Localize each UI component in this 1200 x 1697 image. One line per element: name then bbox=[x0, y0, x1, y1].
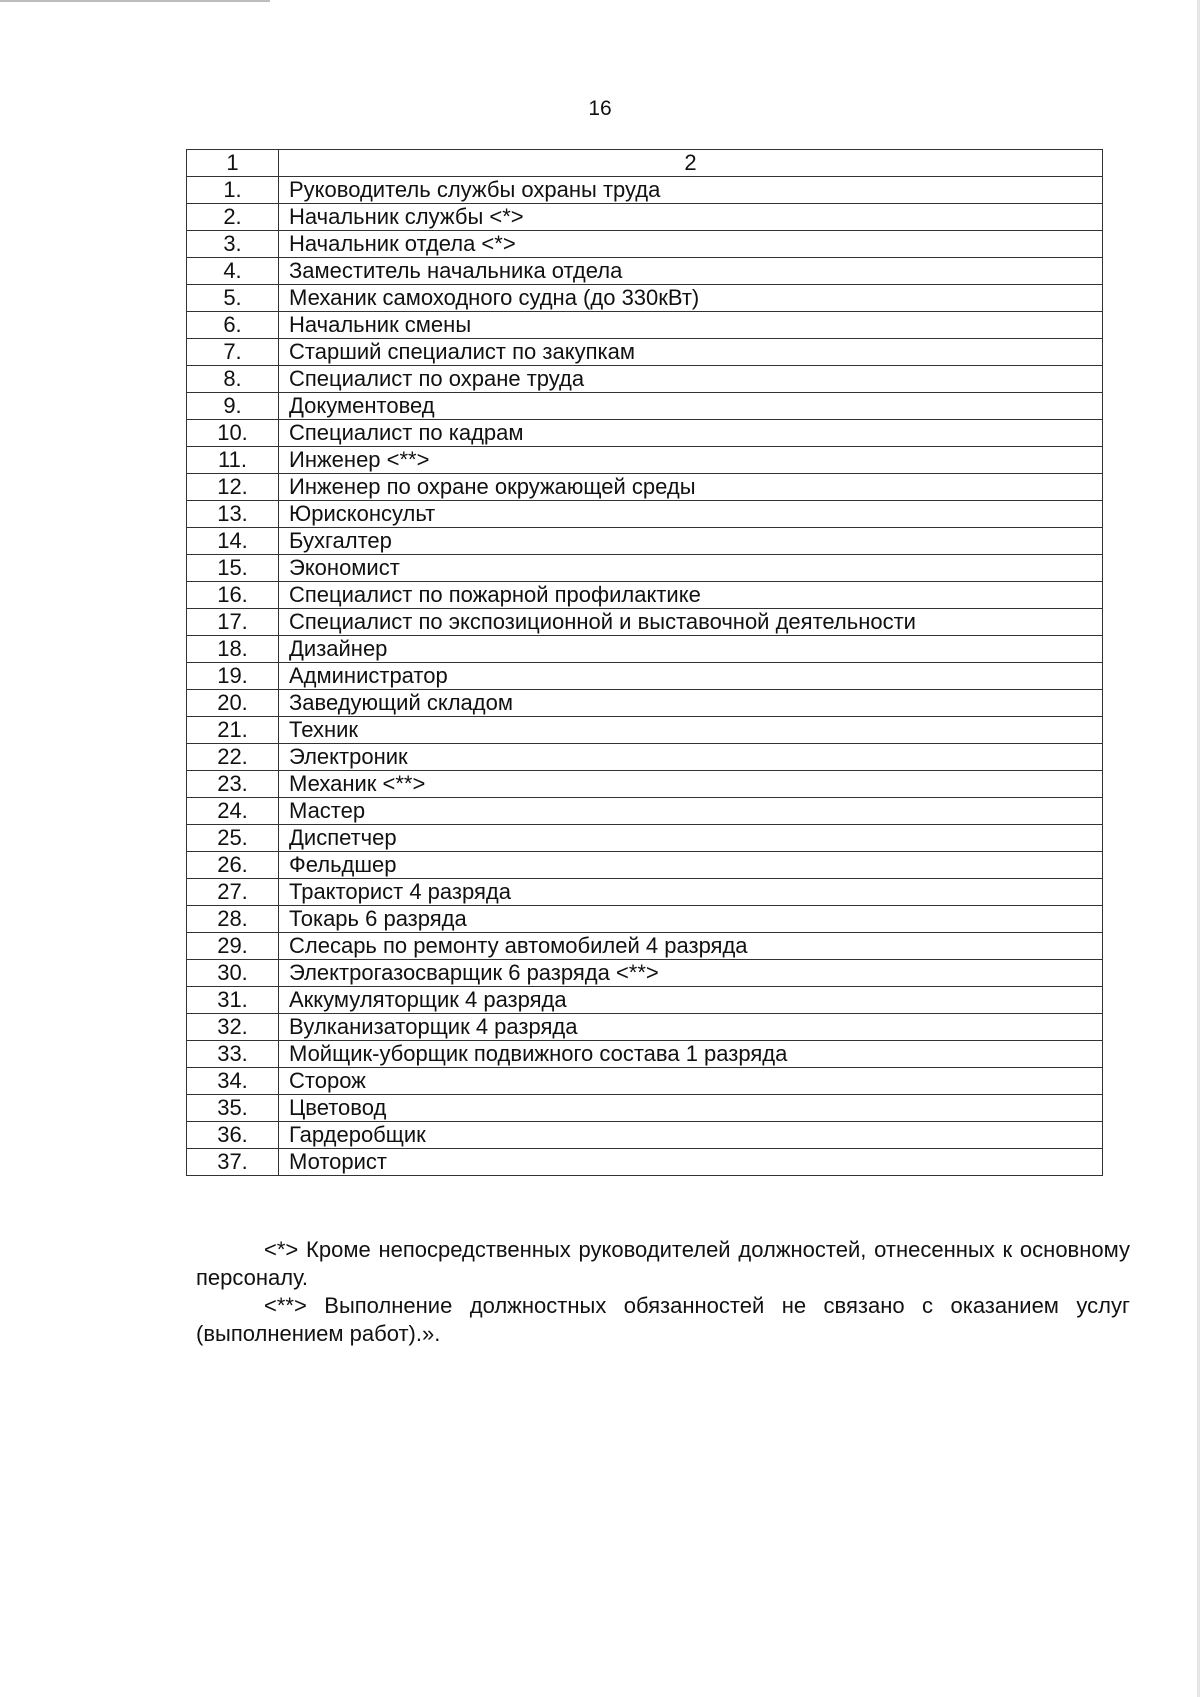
table-row bbox=[187, 1014, 1103, 1041]
position-name-cell: Гардеробщик bbox=[279, 1122, 1103, 1149]
row-number-cell: 1. bbox=[187, 177, 279, 204]
position-name-cell: Сторож bbox=[279, 1068, 1103, 1095]
position-name-cell: Мойщик-уборщик подвижного состава 1 разряда bbox=[279, 1041, 1103, 1068]
table-row bbox=[187, 609, 1103, 636]
row-number-cell: 10. bbox=[187, 420, 279, 447]
position-name-cell: Специалист по пожарной профилактике bbox=[279, 582, 1103, 609]
row-number-cell: 25. bbox=[187, 825, 279, 852]
row-number-cell: 22. bbox=[187, 744, 279, 771]
header-cell-number: 1 bbox=[187, 150, 279, 177]
position-name-cell: Вулканизаторщик 4 разряда bbox=[279, 1014, 1103, 1041]
table-row bbox=[187, 852, 1103, 879]
table-row bbox=[187, 204, 1103, 231]
position-name-cell: Юрисконсульт bbox=[279, 501, 1103, 528]
positions-table bbox=[186, 149, 1103, 1176]
position-name-cell: Инженер <**> bbox=[279, 447, 1103, 474]
table-row bbox=[187, 420, 1103, 447]
positions-table-body bbox=[187, 150, 1103, 1176]
row-number-cell: 33. bbox=[187, 1041, 279, 1068]
row-number-cell: 2. bbox=[187, 204, 279, 231]
table-row bbox=[187, 825, 1103, 852]
position-name-cell: Специалист по экспозиционной и выставочной деятельности bbox=[279, 609, 1103, 636]
table-row bbox=[187, 1041, 1103, 1068]
table-row bbox=[187, 1149, 1103, 1176]
row-number-cell: 24. bbox=[187, 798, 279, 825]
row-number-cell: 3. bbox=[187, 231, 279, 258]
scan-edge-top bbox=[0, 0, 270, 2]
table-row bbox=[187, 690, 1103, 717]
footnotes bbox=[196, 1236, 1130, 1348]
row-number-cell: 9. bbox=[187, 393, 279, 420]
header-cell-position: 2 bbox=[279, 150, 1103, 177]
table-row bbox=[187, 447, 1103, 474]
row-number-cell: 8. bbox=[187, 366, 279, 393]
position-name-cell: Специалист по охране труда bbox=[279, 366, 1103, 393]
row-number-cell: 19. bbox=[187, 663, 279, 690]
row-number-cell: 15. bbox=[187, 555, 279, 582]
table-row bbox=[187, 366, 1103, 393]
table-header-row bbox=[187, 150, 1103, 177]
table-row bbox=[187, 1095, 1103, 1122]
table-row bbox=[187, 1122, 1103, 1149]
table-row bbox=[187, 258, 1103, 285]
position-name-cell: Мастер bbox=[279, 798, 1103, 825]
table-row bbox=[187, 312, 1103, 339]
row-number-cell: 16. bbox=[187, 582, 279, 609]
position-name-cell: Фельдшер bbox=[279, 852, 1103, 879]
table-row bbox=[187, 933, 1103, 960]
table-row bbox=[187, 987, 1103, 1014]
row-number-cell: 35. bbox=[187, 1095, 279, 1122]
table-row bbox=[187, 771, 1103, 798]
page-number: 16 bbox=[588, 97, 612, 120]
table-row bbox=[187, 501, 1103, 528]
position-name-cell: Инженер по охране окружающей среды bbox=[279, 474, 1103, 501]
position-name-cell: Специалист по кадрам bbox=[279, 420, 1103, 447]
row-number-cell: 26. bbox=[187, 852, 279, 879]
row-number-cell: 11. bbox=[187, 447, 279, 474]
position-name-cell: Тракторист 4 разряда bbox=[279, 879, 1103, 906]
table-row bbox=[187, 555, 1103, 582]
row-number-cell: 7. bbox=[187, 339, 279, 366]
footnote-double-asterisk: <**> Выполнение должностных обязанностей не связано с оказанием услуг (выполнением работ).». bbox=[196, 1293, 1130, 1346]
row-number-cell: 6. bbox=[187, 312, 279, 339]
position-name-cell: Дизайнер bbox=[279, 636, 1103, 663]
table-row bbox=[187, 960, 1103, 987]
table-row bbox=[187, 798, 1103, 825]
row-number-cell: 5. bbox=[187, 285, 279, 312]
position-name-cell: Техник bbox=[279, 717, 1103, 744]
row-number-cell: 28. bbox=[187, 906, 279, 933]
position-name-cell: Аккумуляторщик 4 разряда bbox=[279, 987, 1103, 1014]
row-number-cell: 12. bbox=[187, 474, 279, 501]
position-name-cell: Механик <**> bbox=[279, 771, 1103, 798]
position-name-cell: Электроник bbox=[279, 744, 1103, 771]
position-name-cell: Заведующий складом bbox=[279, 690, 1103, 717]
table-row bbox=[187, 393, 1103, 420]
row-number-cell: 32. bbox=[187, 1014, 279, 1041]
table-row bbox=[187, 285, 1103, 312]
position-name-cell: Электрогазосварщик 6 разряда <**> bbox=[279, 960, 1103, 987]
row-number-cell: 4. bbox=[187, 258, 279, 285]
position-name-cell: Диспетчер bbox=[279, 825, 1103, 852]
position-name-cell: Токарь 6 разряда bbox=[279, 906, 1103, 933]
table-row bbox=[187, 717, 1103, 744]
row-number-cell: 14. bbox=[187, 528, 279, 555]
row-number-cell: 34. bbox=[187, 1068, 279, 1095]
position-name-cell: Цветовод bbox=[279, 1095, 1103, 1122]
row-number-cell: 18. bbox=[187, 636, 279, 663]
table-row bbox=[187, 231, 1103, 258]
table-row bbox=[187, 177, 1103, 204]
position-name-cell: Начальник смены bbox=[279, 312, 1103, 339]
position-name-cell: Администратор bbox=[279, 663, 1103, 690]
row-number-cell: 23. bbox=[187, 771, 279, 798]
table-row bbox=[187, 906, 1103, 933]
table-row bbox=[187, 582, 1103, 609]
row-number-cell: 31. bbox=[187, 987, 279, 1014]
row-number-cell: 36. bbox=[187, 1122, 279, 1149]
row-number-cell: 17. bbox=[187, 609, 279, 636]
table-row bbox=[187, 663, 1103, 690]
table-row bbox=[187, 474, 1103, 501]
footnote-single-asterisk: <*> Кроме непосредственных руководителей должностей, отнесенных к основному персоналу. bbox=[196, 1237, 1130, 1290]
table-row bbox=[187, 339, 1103, 366]
position-name-cell: Старший специалист по закупкам bbox=[279, 339, 1103, 366]
position-name-cell: Руководитель службы охраны труда bbox=[279, 177, 1103, 204]
table-row bbox=[187, 879, 1103, 906]
position-name-cell: Бухгалтер bbox=[279, 528, 1103, 555]
row-number-cell: 21. bbox=[187, 717, 279, 744]
table-row bbox=[187, 744, 1103, 771]
position-name-cell: Моторист bbox=[279, 1149, 1103, 1176]
position-name-cell: Начальник службы <*> bbox=[279, 204, 1103, 231]
row-number-cell: 29. bbox=[187, 933, 279, 960]
position-name-cell: Слесарь по ремонту автомобилей 4 разряда bbox=[279, 933, 1103, 960]
position-name-cell: Механик самоходного судна (до 330кВт) bbox=[279, 285, 1103, 312]
table-row bbox=[187, 528, 1103, 555]
table-row bbox=[187, 1068, 1103, 1095]
position-name-cell: Документовед bbox=[279, 393, 1103, 420]
row-number-cell: 20. bbox=[187, 690, 279, 717]
row-number-cell: 37. bbox=[187, 1149, 279, 1176]
positions-table-container bbox=[186, 149, 1102, 1176]
position-name-cell: Начальник отдела <*> bbox=[279, 231, 1103, 258]
row-number-cell: 27. bbox=[187, 879, 279, 906]
row-number-cell: 13. bbox=[187, 501, 279, 528]
position-name-cell: Экономист bbox=[279, 555, 1103, 582]
position-name-cell: Заместитель начальника отдела bbox=[279, 258, 1103, 285]
table-row bbox=[187, 636, 1103, 663]
row-number-cell: 30. bbox=[187, 960, 279, 987]
